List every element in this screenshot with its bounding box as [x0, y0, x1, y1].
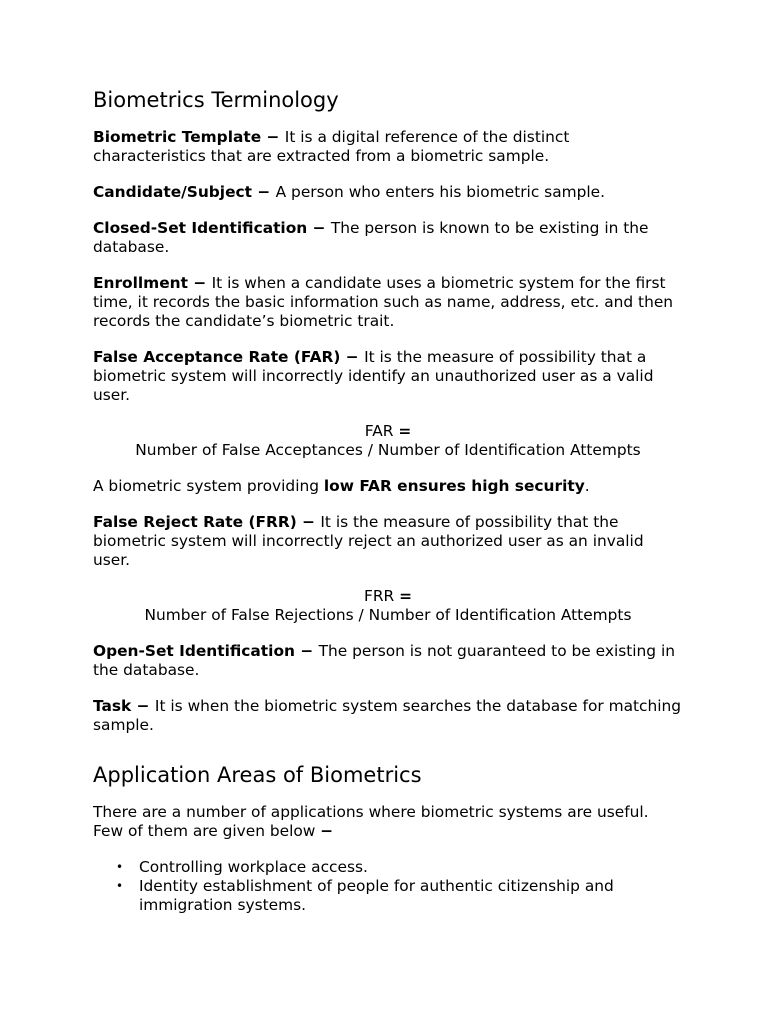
term-dash: −	[340, 348, 365, 366]
term-dash: −	[296, 513, 321, 531]
section-heading-terminology: Biometrics Terminology	[93, 88, 339, 112]
applications-intro	[93, 803, 683, 841]
intro-dash: −	[320, 822, 334, 840]
term-label: Task	[93, 697, 132, 715]
intro-text: There are a number of applications where biometric systems are useful. Few of them are given below	[93, 803, 649, 840]
list-item	[116, 877, 683, 915]
list-item	[116, 858, 683, 877]
term-label: Enrollment	[93, 274, 188, 292]
formula-label-line	[93, 587, 683, 606]
term-definition: A person who enters his biometric sample.	[275, 183, 606, 201]
term-dash: −	[307, 219, 331, 237]
bullet-icon: •	[116, 860, 124, 874]
far-formula	[93, 422, 683, 460]
term-dash: −	[187, 274, 212, 292]
note-suffix: .	[584, 477, 590, 495]
far-security-note	[93, 477, 683, 496]
list-item-text: Identity establishment of people for authentic citizenship and immigration systems.	[139, 877, 614, 914]
document-page	[93, 86, 683, 915]
formula-label: FRR	[363, 587, 400, 605]
term-task	[93, 697, 683, 735]
term-definition: It is when the biometric system searches the database for matching sample.	[93, 697, 682, 734]
term-false-acceptance-rate	[93, 348, 683, 405]
note-prefix: A biometric system providing	[93, 477, 324, 495]
term-dash: −	[131, 697, 155, 715]
formula-label: FAR	[364, 422, 399, 440]
formula-equals: =	[399, 587, 413, 605]
bullet-icon: •	[116, 879, 124, 893]
term-label: Biometric Template	[93, 128, 262, 146]
term-dash: −	[261, 128, 285, 146]
formula-expression: Number of False Rejections / Number of Identification Attempts	[144, 606, 632, 624]
frr-formula	[93, 587, 683, 625]
term-definition: It is when a candidate uses a biometric system for the first time, it records the basic information such as name, address, etc. and then records the candidate’s biometric trait.	[93, 274, 674, 330]
term-candidate-subject	[93, 183, 683, 202]
term-biometric-template	[93, 128, 683, 166]
formula-expression: Number of False Acceptances / Number of Identification Attempts	[135, 441, 641, 459]
term-open-set-identification	[93, 642, 683, 680]
term-label: Closed-Set Identification	[93, 219, 308, 237]
list-item-text: Controlling workplace access.	[139, 858, 368, 876]
term-definition: The person is known to be existing in the database.	[93, 219, 649, 256]
term-definition: It is the measure of possibility that the biometric system will incorrectly reject an authorized user as an invalid user.	[93, 513, 644, 569]
term-label: Open-Set Identification	[93, 642, 295, 660]
term-label: Candidate/Subject	[93, 183, 253, 201]
term-definition: The person is not guaranteed to be existing in the database.	[93, 642, 675, 679]
term-closed-set-identification	[93, 219, 683, 257]
formula-label-line	[93, 422, 683, 441]
term-label: False Acceptance Rate (FAR)	[93, 348, 341, 366]
term-definition: It is a digital reference of the distinct characteristics that are extracted from a biometric sample.	[93, 128, 570, 165]
term-false-reject-rate	[93, 513, 683, 570]
formula-equals: =	[398, 422, 412, 440]
term-definition: It is the measure of possibility that a biometric system will incorrectly identify an unauthorized user as a valid user.	[93, 348, 654, 404]
note-emphasis: low FAR ensures high security	[323, 477, 585, 495]
term-enrollment	[93, 274, 683, 331]
section-heading-application-areas: Application Areas of Biometrics	[93, 763, 422, 787]
term-label: False Reject Rate (FRR)	[93, 513, 297, 531]
term-dash: −	[252, 183, 276, 201]
applications-list	[93, 858, 683, 915]
term-dash: −	[294, 642, 319, 660]
